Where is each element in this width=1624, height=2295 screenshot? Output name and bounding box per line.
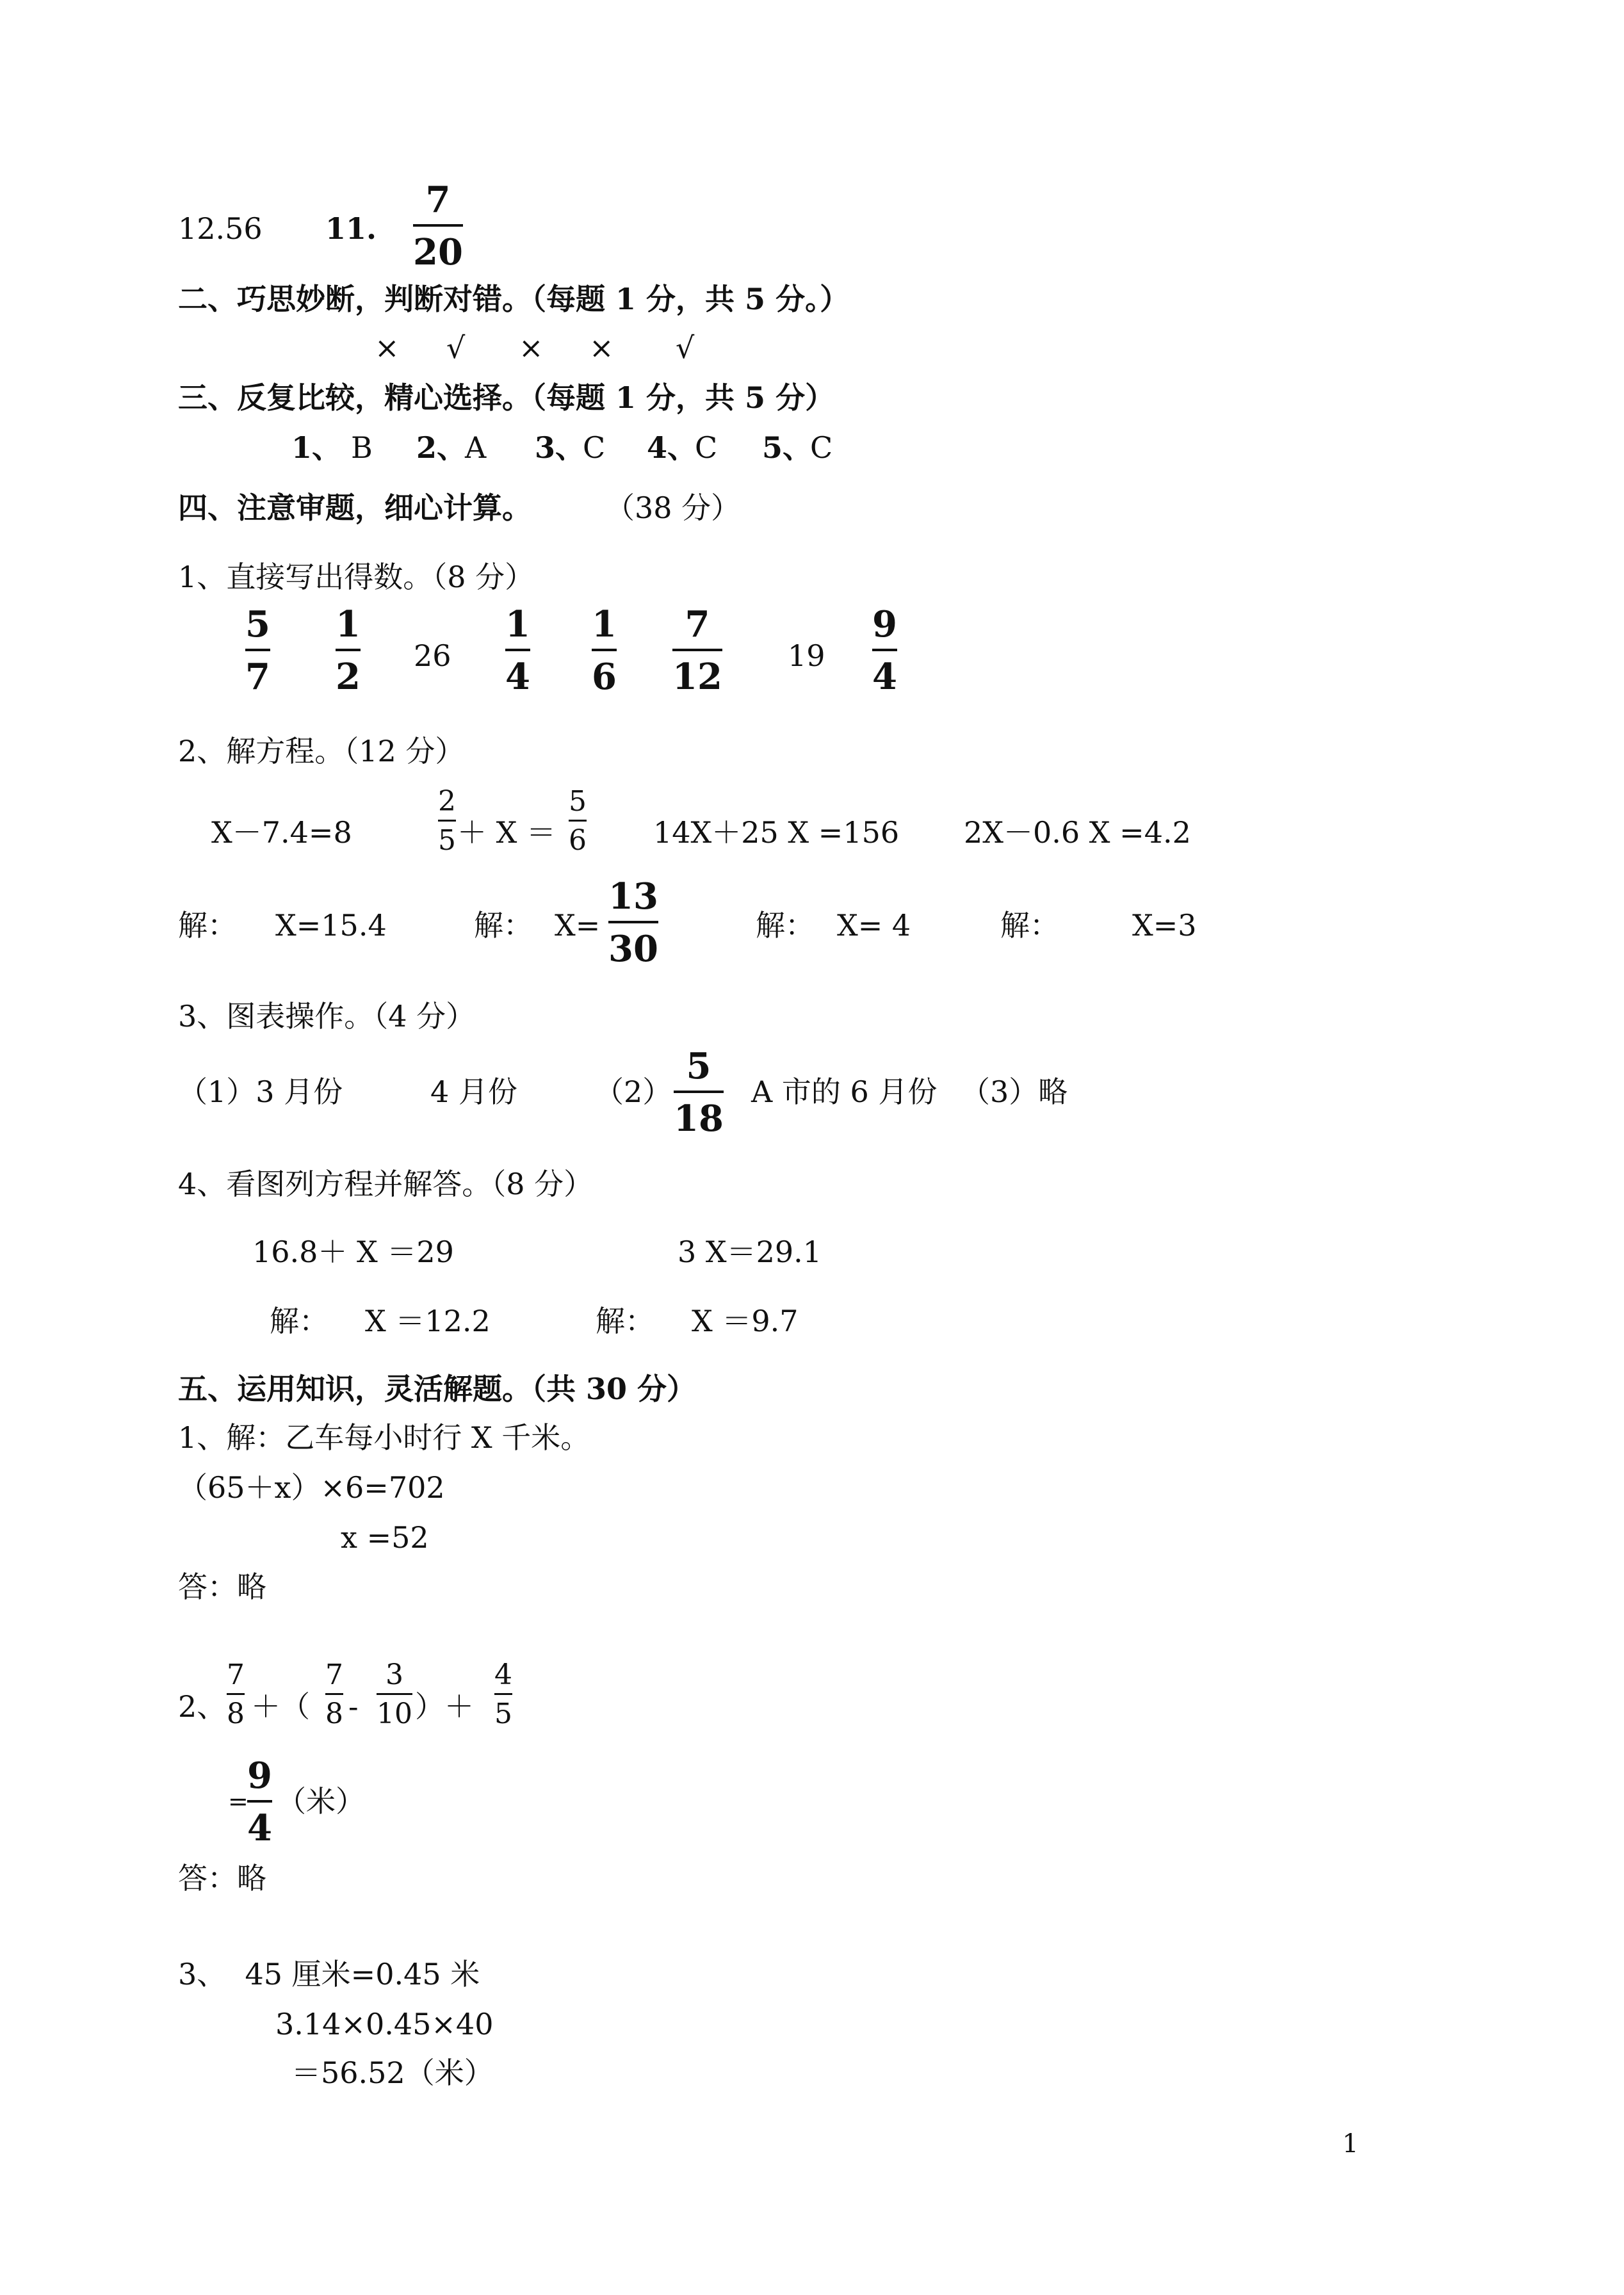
choice-3-num: 3、: [535, 430, 585, 465]
denominator: 8: [227, 1698, 245, 1730]
p2-eq: =: [228, 1787, 248, 1815]
fraction-5-6: [569, 785, 587, 857]
fraction-2-5: [438, 785, 456, 857]
q3-part2-b: A 市的 6 月份: [751, 1075, 938, 1109]
solution-2: X=: [555, 908, 601, 943]
denominator: 20: [413, 231, 463, 273]
q4-solution-1: X ＝12.2: [365, 1304, 491, 1338]
numerator: 9: [872, 603, 897, 645]
q4-solve-label-2: 解：: [596, 1304, 654, 1338]
fraction-13-30: [608, 875, 658, 970]
q4-equation-1: 16.8＋ X ＝29: [252, 1235, 454, 1269]
p1-line3: x =52: [341, 1520, 429, 1555]
q3-part3: （3）略: [961, 1075, 1068, 1109]
q4-solution-2: X ＝9.7: [692, 1304, 799, 1338]
numerator: 2: [438, 785, 456, 818]
fraction-1-6: [592, 603, 617, 698]
page-number: 1: [1342, 2129, 1359, 2159]
numerator: 7: [227, 1658, 245, 1691]
denominator: 4: [872, 656, 897, 698]
fraction-4-5: [494, 1658, 512, 1730]
denominator: 6: [569, 824, 587, 857]
numerator: 1: [592, 603, 617, 645]
solution-1: X=15.4: [275, 908, 387, 943]
equation-2-mid: ＋ X ＝: [457, 815, 556, 850]
numerator: 7: [685, 603, 710, 645]
q3-part2-label: （2）: [594, 1075, 672, 1109]
p2-num: 2、: [178, 1689, 227, 1724]
solution-3: X= 4: [837, 908, 911, 943]
denominator: 4: [247, 1807, 272, 1849]
denominator: 6: [592, 656, 617, 698]
choice-4-val: C: [695, 430, 718, 465]
solution-4: X=3: [1132, 908, 1197, 943]
fraction-5-18: [674, 1045, 724, 1140]
section-3-title: 三、反复比较，精心选择。（每题 1 分，共 5 分）: [178, 380, 835, 415]
equation-4: 2X－0.6 X =4.2: [964, 815, 1191, 850]
numerator: 4: [494, 1658, 512, 1691]
choice-2-num: 2、: [416, 430, 467, 465]
choice-3-val: C: [583, 430, 606, 465]
choice-4-num: 4、: [647, 430, 697, 465]
equation-1: X－7.4=8: [211, 815, 352, 850]
fraction-7-20: [413, 179, 463, 273]
choice-5-num: 5、: [762, 430, 813, 465]
denominator: 2: [336, 656, 361, 698]
p3-line2: 3.14×0.45×40: [275, 2007, 494, 2041]
numerator: 3: [386, 1658, 403, 1691]
numerator: 5: [569, 785, 587, 818]
p2-answer: 答：略: [178, 1861, 266, 1895]
solve-label-3: 解：: [756, 908, 815, 943]
choice-2-val: A: [465, 430, 487, 465]
fraction-7-12: [672, 603, 722, 698]
numerator: 5: [686, 1045, 711, 1087]
denominator: 10: [377, 1698, 412, 1730]
fraction-7-8-b: [325, 1658, 343, 1730]
mark-4: ×: [589, 330, 614, 365]
p1-line1: 1、解：乙车每小时行 X 千米。: [178, 1420, 590, 1455]
choice-1-num: 1、: [291, 430, 342, 465]
numerator: 9: [247, 1755, 272, 1797]
section-2-title: 二、巧思妙断，判断对错。（每题 1 分，共 5 分。）: [178, 282, 850, 316]
p1-line2: （65＋x）×6=702: [178, 1470, 445, 1505]
denominator: 8: [325, 1698, 343, 1730]
p2-op3: ）＋: [415, 1689, 474, 1724]
fraction-1-4: [505, 603, 530, 698]
solve-label-1: 解：: [178, 908, 237, 943]
fraction-7-8-a: [227, 1658, 245, 1730]
answer-12-56: 12.56: [178, 211, 263, 246]
denominator: 12: [672, 656, 722, 698]
q1-title: 1、直接写出得数。（8 分）: [178, 560, 535, 594]
p3-line1: 3、 45 厘米=0.45 米: [178, 1957, 480, 1991]
denominator: 5: [438, 824, 456, 857]
mark-5: √: [676, 330, 695, 365]
answer-26: 26: [414, 638, 451, 673]
section-4-score: （38 分）: [605, 491, 741, 525]
choice-1-val: B: [351, 430, 373, 465]
q3-part1-b: 4 月份: [430, 1075, 517, 1109]
denominator: 4: [505, 656, 530, 698]
p1-answer: 答：略: [178, 1569, 266, 1604]
fraction-9-4: [872, 603, 897, 698]
denominator: 7: [245, 656, 270, 698]
solve-label-2: 解：: [474, 908, 533, 943]
answer-19: 19: [788, 638, 825, 673]
fraction-9-4-result: [247, 1755, 272, 1849]
numerator: 1: [336, 603, 361, 645]
equation-3: 14X＋25 X =156: [653, 815, 900, 850]
solve-label-4: 解：: [1000, 908, 1059, 943]
mark-2: √: [446, 330, 466, 365]
numerator: 7: [425, 179, 451, 221]
numerator: 5: [245, 603, 270, 645]
mark-1: ×: [375, 330, 400, 365]
q2-title: 2、解方程。（12 分）: [178, 734, 465, 768]
fraction-1-2: [336, 603, 361, 698]
choice-5-val: C: [810, 430, 833, 465]
p2-unit: （米）: [277, 1784, 365, 1819]
numerator: 13: [608, 875, 658, 918]
denominator: 18: [674, 1098, 724, 1140]
section-5-title: 五、运用知识，灵活解题。（共 30 分）: [178, 1372, 697, 1406]
fraction-5-7: [245, 603, 270, 698]
q4-title: 4、看图列方程并解答。（8 分）: [178, 1167, 594, 1201]
q4-equation-2: 3 X＝29.1: [678, 1235, 822, 1269]
q3-title: 3、图表操作。（4 分）: [178, 999, 476, 1034]
fraction-3-10: [377, 1658, 412, 1730]
q3-part1: （1）3 月份: [178, 1075, 343, 1109]
denominator: 5: [494, 1698, 512, 1730]
section-4-title: 四、注意审题，细心计算。: [178, 491, 532, 525]
item-11-label: 11.: [325, 211, 377, 246]
q4-solve-label-1: 解：: [270, 1304, 329, 1338]
denominator: 30: [608, 928, 658, 970]
p2-op1: ＋（: [251, 1689, 310, 1724]
mark-3: ×: [519, 330, 544, 365]
p3-line3: ＝56.52（米）: [291, 2056, 494, 2090]
numerator: 7: [325, 1658, 343, 1691]
numerator: 1: [505, 603, 530, 645]
p2-op2: -: [348, 1689, 359, 1724]
